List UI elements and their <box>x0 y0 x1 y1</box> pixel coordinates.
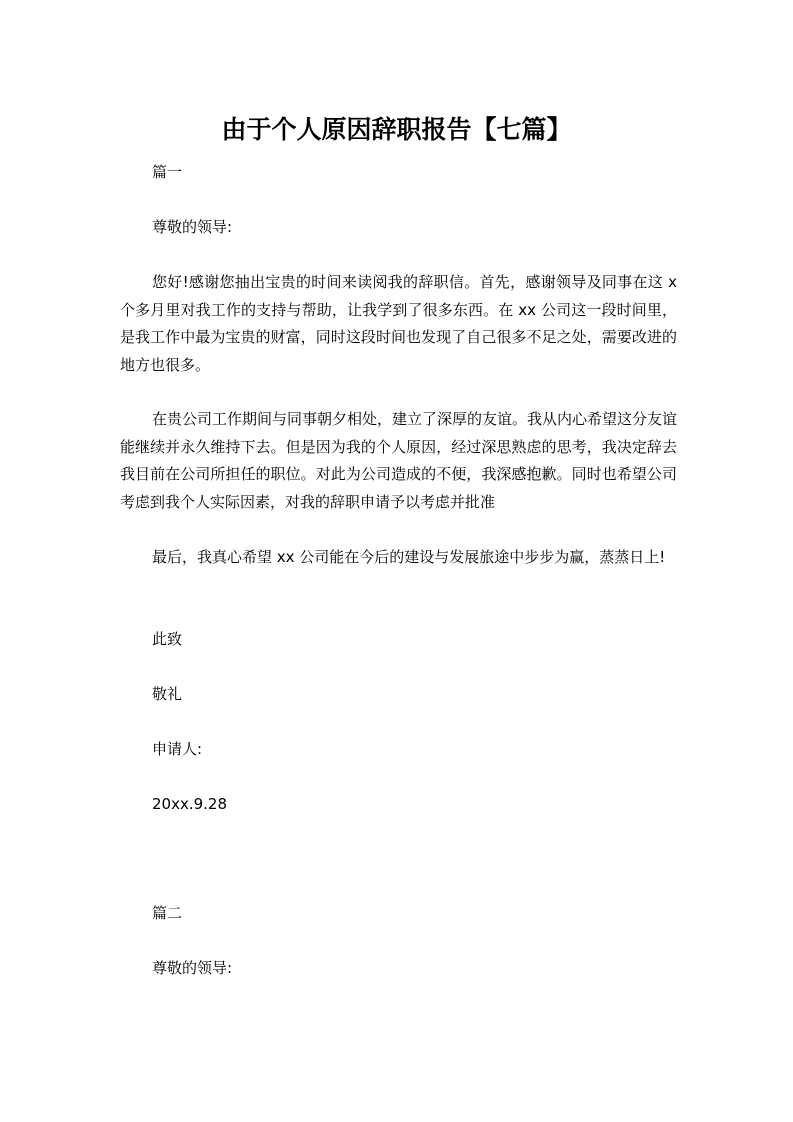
section-heading-1: 篇一 <box>152 163 183 181</box>
salutation-2: 尊敬的领导: <box>152 959 233 977</box>
section-heading-2: 篇二 <box>152 904 183 922</box>
document-title: 由于个人原因辞职报告【七篇】 <box>221 115 572 144</box>
salutation-1: 尊敬的领导: <box>152 218 233 236</box>
body-paragraph-2: 在贵公司工作期间与同事朝夕相处，建立了深厚的友谊。我从内心希望这分友谊能继续并永久维持下去。但是因为我的个人原因，经过深思熟虑的思考，我决定辞去我目前在公司所担任的职位。对此为公司造成的不便，我深感抱歉。同时也希望公司考虑到我个人实际因素，对我的辞职申请予以考虑并批准 <box>120 410 678 511</box>
closing-line-1: 此致 <box>152 630 183 648</box>
letter-date: 20xx.9.28 <box>152 795 228 813</box>
applicant-label: 申请人: <box>152 740 203 758</box>
body-paragraph-3: 最后，我真心希望 xx 公司能在今后的建设与发展旅途中步步为赢，蒸蒸日上! <box>152 548 666 566</box>
body-paragraph-1: 您好!感谢您抽出宝贵的时间来读阅我的辞职信。首先，感谢领导及同事在这 x 个多月里对我工作的支持与帮助，让我学到了很多东西。在 xx 公司这一段时间里，是我工作中最为宝贵的财富，同时这段时间也发现了自己很多不足之处，需要改进的地方也很多。 <box>120 273 677 374</box>
closing-line-2: 敬礼 <box>152 685 183 703</box>
